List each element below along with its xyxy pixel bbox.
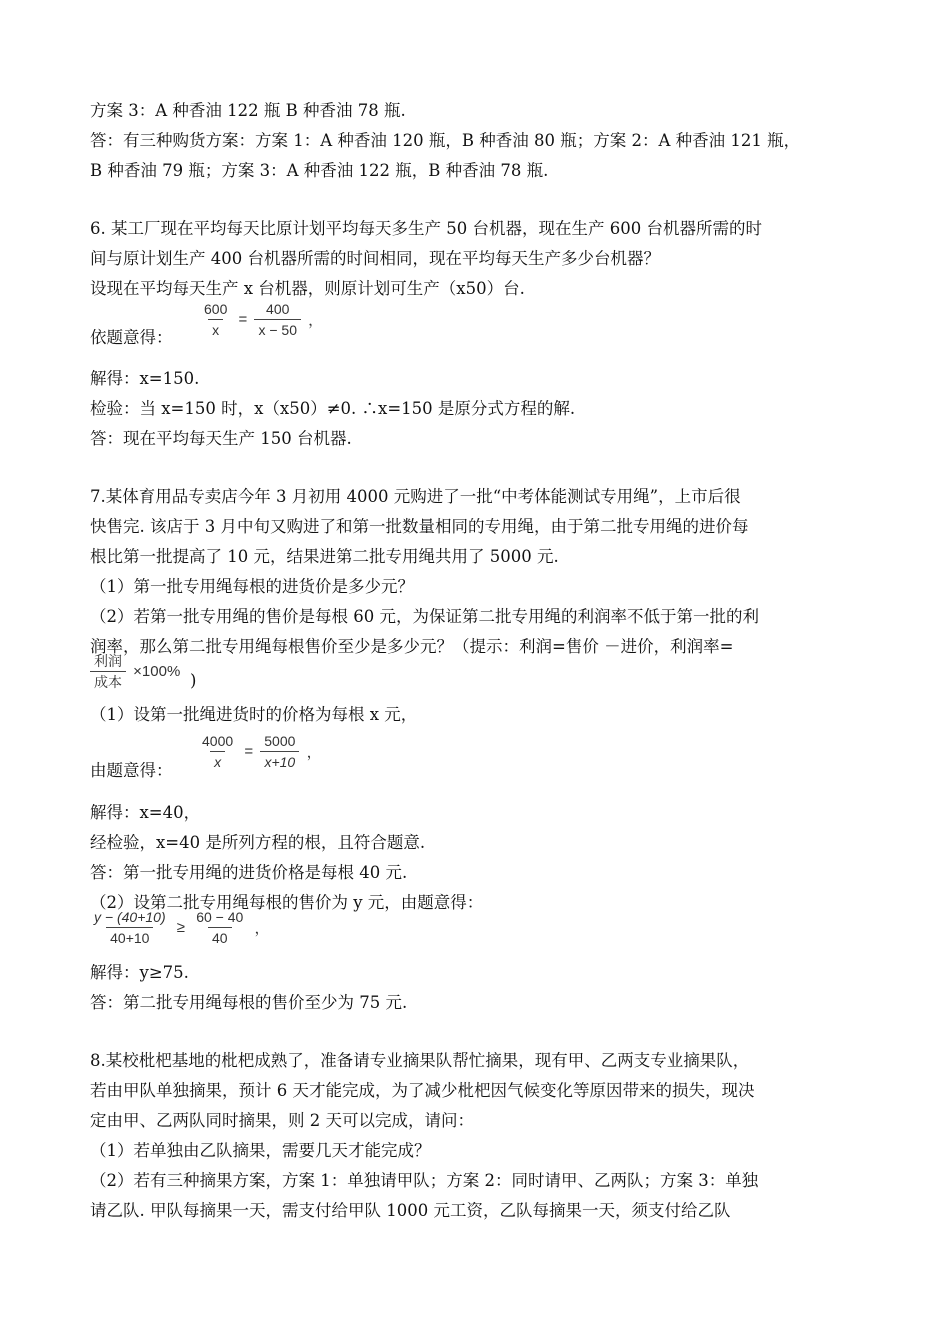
- denominator: x: [208, 319, 223, 339]
- denominator: 40: [208, 927, 232, 947]
- numerator: 60 − 40: [196, 909, 244, 925]
- question-7-line: （1）第一批专用绳每根的进货价是多少元？: [90, 577, 414, 596]
- text-line: 方案 3：A 种香油 122 瓶 B 种香油 78 瓶.: [90, 101, 406, 120]
- question-8-line: 若由甲队单独摘果，预计 6 天才能完成，为了减少枇杷因气候变化等原因带来的损失，现决: [90, 1081, 755, 1100]
- denominator: 40+10: [106, 927, 153, 947]
- text-line: （2）设第二批专用绳每根的售价为 y 元，由题意得：: [90, 893, 484, 912]
- geq-sign: ≥: [176, 919, 186, 936]
- text-line: 解得：x=40，: [90, 803, 201, 822]
- text-line: ): [190, 671, 197, 690]
- text-line: B 种香油 79 瓶；方案 3：A 种香油 122 瓶，B 种香油 78 瓶.: [90, 161, 549, 180]
- question-7-line: 润率，那么第二批专用绳每根售价至少是多少元？（提示：利润=售价 －进价，利润率=: [90, 637, 734, 656]
- denominator: x+10: [260, 751, 299, 771]
- denominator: x: [210, 751, 225, 771]
- question-7-line: 7.某体育用品专卖店今年 3 月初用 4000 元购进了一批“中考体能测试专用绳”，上市后很: [90, 487, 741, 506]
- numerator: y − (40+10): [94, 909, 166, 925]
- fraction: [192, 908, 247, 947]
- text-line: 解得：x=150.: [90, 369, 200, 388]
- formula-4000-over-x: [198, 732, 325, 771]
- text-line: 答：第二批专用绳每根的售价至少为 75 元.: [90, 993, 408, 1012]
- text-line: 答：有三种购货方案：方案 1：A 种香油 120 瓶，B 种香油 80 瓶；方案 2：A 种香油 121 瓶，: [90, 131, 801, 150]
- text-line: 答：现在平均每天生产 150 台机器.: [90, 429, 352, 448]
- question-8-line: 定由甲、乙两队同时摘果，则 2 天可以完成，请问：: [90, 1111, 474, 1130]
- formula-600-over-x: [200, 300, 326, 339]
- comma: ，: [306, 743, 322, 761]
- text-line: 经检验，x=40 是所列方程的根，且符合题意.: [90, 833, 426, 852]
- question-6-line: 间与原计划生产 400 台机器所需的时间相同，现在平均每天生产多少台机器？: [90, 249, 660, 268]
- text-line: （1）设第一批绳进货时的价格为每根 x 元，: [90, 705, 418, 724]
- percent-factor: ×100%: [133, 663, 181, 680]
- formula-inequality: [90, 908, 272, 947]
- fraction: [260, 732, 299, 771]
- fraction: [200, 300, 231, 339]
- fraction: [254, 300, 301, 339]
- text-line: 检验：当 x=150 时，x（x50）≠0. ∴x=150 是原分式方程的解.: [90, 399, 576, 418]
- question-7-line: 快售完. 该店于 3 月中旬又购进了和第一批数量相同的专用绳，由于第二批专用绳的进价每: [90, 517, 749, 536]
- fraction: [90, 652, 126, 691]
- numerator: 5000: [264, 733, 296, 749]
- fraction: [90, 908, 170, 947]
- fraction: [198, 732, 237, 771]
- formula-profit-rate: [90, 652, 183, 691]
- numerator: 600: [204, 301, 228, 317]
- numerator: 利润: [94, 653, 122, 669]
- question-7-line: 根比第一批提高了 10 元，结果进第二批专用绳共用了 5000 元.: [90, 547, 559, 566]
- equals-sign: =: [244, 743, 254, 760]
- comma: ，: [254, 919, 270, 937]
- text-line: 设现在平均每天生产 x 台机器，则原计划可生产（x50）台.: [90, 279, 525, 298]
- text-line: 解得：y≥75.: [90, 963, 189, 982]
- text-line: 答：第一批专用绳的进货价格是每根 40 元.: [90, 863, 408, 882]
- text-line: 由题意得：: [90, 761, 173, 780]
- denominator: 成本: [90, 671, 126, 691]
- question-8-line: （2）若有三种摘果方案，方案 1：单独请甲队；方案 2：同时请甲、乙两队；方案 3：单独: [90, 1171, 759, 1190]
- text-line: 依题意得：: [90, 328, 173, 347]
- question-8-line: 请乙队. 甲队每摘果一天，需支付给甲队 1000 元工资，乙队每摘果一天，须支付给乙队: [90, 1201, 731, 1220]
- denominator: x − 50: [254, 319, 301, 339]
- numerator: 4000: [202, 733, 234, 749]
- question-8-line: 8.某校枇杷基地的枇杷成熟了，准备请专业摘果队帮忙摘果，现有甲、乙两支专业摘果队，: [90, 1051, 750, 1070]
- comma: ，: [308, 311, 324, 329]
- numerator: 400: [266, 301, 290, 317]
- question-7-line: （2）若第一批专用绳的售价是每根 60 元，为保证第二批专用绳的利润率不低于第一批的利: [90, 607, 759, 626]
- equals-sign: =: [238, 311, 248, 328]
- question-6-line: 6. 某工厂现在平均每天比原计划平均每天多生产 50 台机器，现在生产 600 台机器所需的时: [90, 219, 762, 238]
- question-8-line: （1）若单独由乙队摘果，需要几天才能完成？: [90, 1141, 431, 1160]
